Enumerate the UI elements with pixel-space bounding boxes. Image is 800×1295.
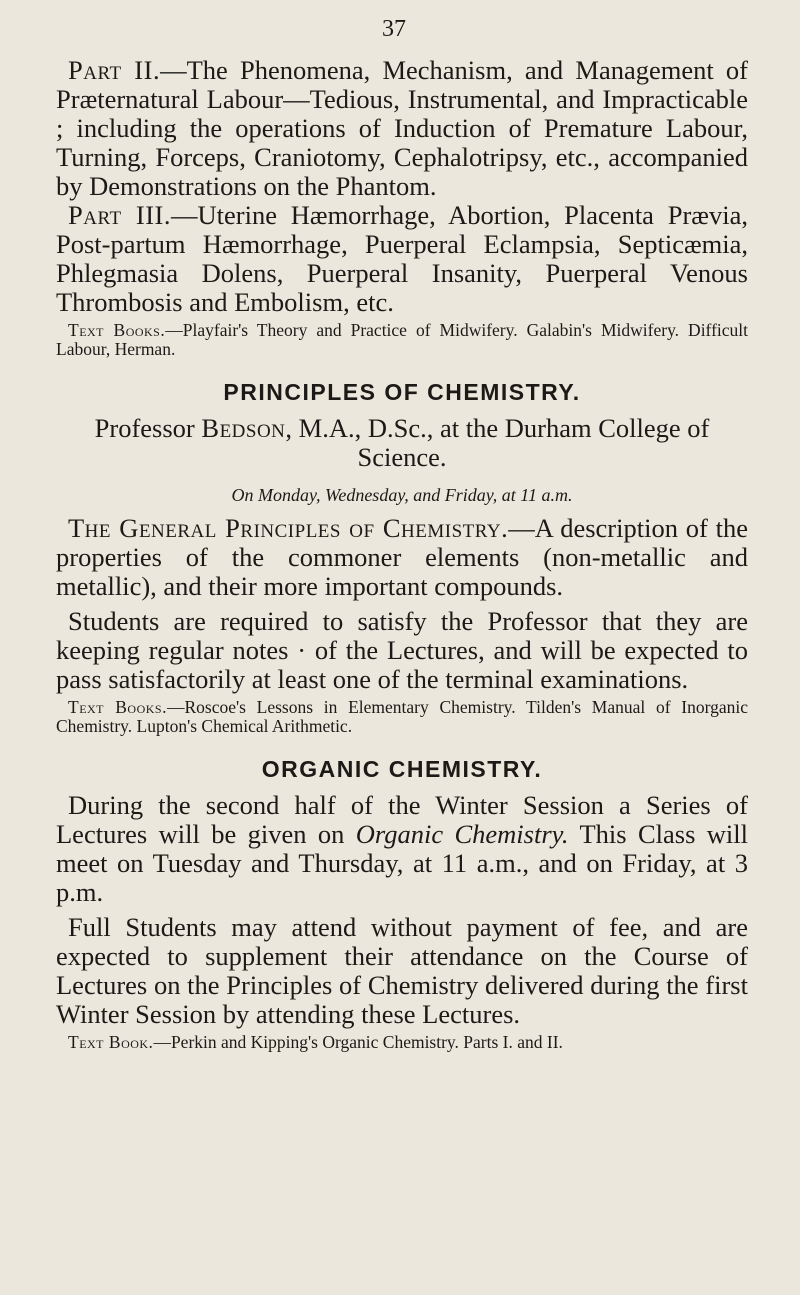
part-3-paragraph [56,201,748,317]
organic-book-lead: Text Book. [68,1032,154,1052]
part-3-lead: Part III. [68,200,171,230]
professor-prefix: Professor [94,413,195,443]
organic-before: During the second half of the Winter Session a Series of Lectures will be given on [56,790,748,849]
students-note-paragraph: Students are required to satisfy the Professor that they are keeping regular notes · of the Lectures, and will be expected to pass satisfactorily at least one of the terminal examinations. [56,606,748,694]
midwifery-books-lead: Text Books. [68,320,166,340]
part-3-text: —Uterine Hæmorrhage, Abortion, Placenta Prævia, Post-partum Hæmorrhage, Puerperal Eclampsia, Septicæmia, Phlegmasia Dolens, Puerperal Insanity, Puerperal Venous Thrombosis and Embolism, etc. [56,200,748,317]
organic-text-book [56,1033,748,1052]
part-2-text: —The Phenomena, Mechanism, and Management of Præternatural Labour—Tedious, Instrumental, and Impracticable ; including the operations of Induction of Premature Labour, Turning, Forceps, Craniotomy, Cephalotripsy, etc., accompanied by Demonstrations on the Phantom. [56,55,748,201]
part-2-lead: Part II. [68,55,161,85]
professor-name: Bedson [201,413,286,443]
page-content [56,56,748,1052]
organic-after: This Class will meet on Tuesday and Thursday, at 11 a.m., and on Friday, at 3 p.m. [56,819,748,907]
part-2-paragraph [56,56,748,201]
principles-of-chemistry-heading: PRINCIPLES OF CHEMISTRY. [223,379,581,405]
organic-chemistry-heading: ORGANIC CHEMISTRY. [261,756,543,782]
professor-rest: , M.A., D.Sc., at the Durham College of Science. [285,413,710,472]
midwifery-text-books [56,321,748,359]
lecture-schedule: On Monday, Wednesday, and Friday, at 11 a.m. [231,485,573,505]
full-students-paragraph: Full Students may attend without payment of fee, and are expected to supplement their attendance on the Course of Lectures on the Principles of Chemistry delivered during the first Winter Session by attending these Lectures. [56,912,748,1029]
midwifery-books-text: —Playfair's Theory and Practice of Midwifery. Galabin's Midwifery. Difficult Labour, Herman. [56,320,748,359]
organic-italic: Organic Chemistry. [355,819,569,849]
general-principles-paragraph [56,514,748,601]
organic-book-text: —Perkin and Kipping's Organic Chemistry. Parts I. and II. [153,1032,563,1052]
chemistry-books-text: —Roscoe's Lessons in Elementary Chemistry. Tilden's Manual of Inorganic Chemistry. Lupton's Chemical Arithmetic. [56,697,748,736]
chemistry-text-books [56,698,748,736]
professor-line [56,414,748,472]
page-number: 37 [382,16,406,42]
general-principles-lead: The General Principles of Chemistry. [68,513,509,543]
chemistry-books-lead: Text Books. [68,697,167,717]
organic-paragraph [56,791,748,907]
general-principles-text: —A description of the properties of the commoner elements (non-metallic and metallic), and their more important compounds. [56,513,748,601]
